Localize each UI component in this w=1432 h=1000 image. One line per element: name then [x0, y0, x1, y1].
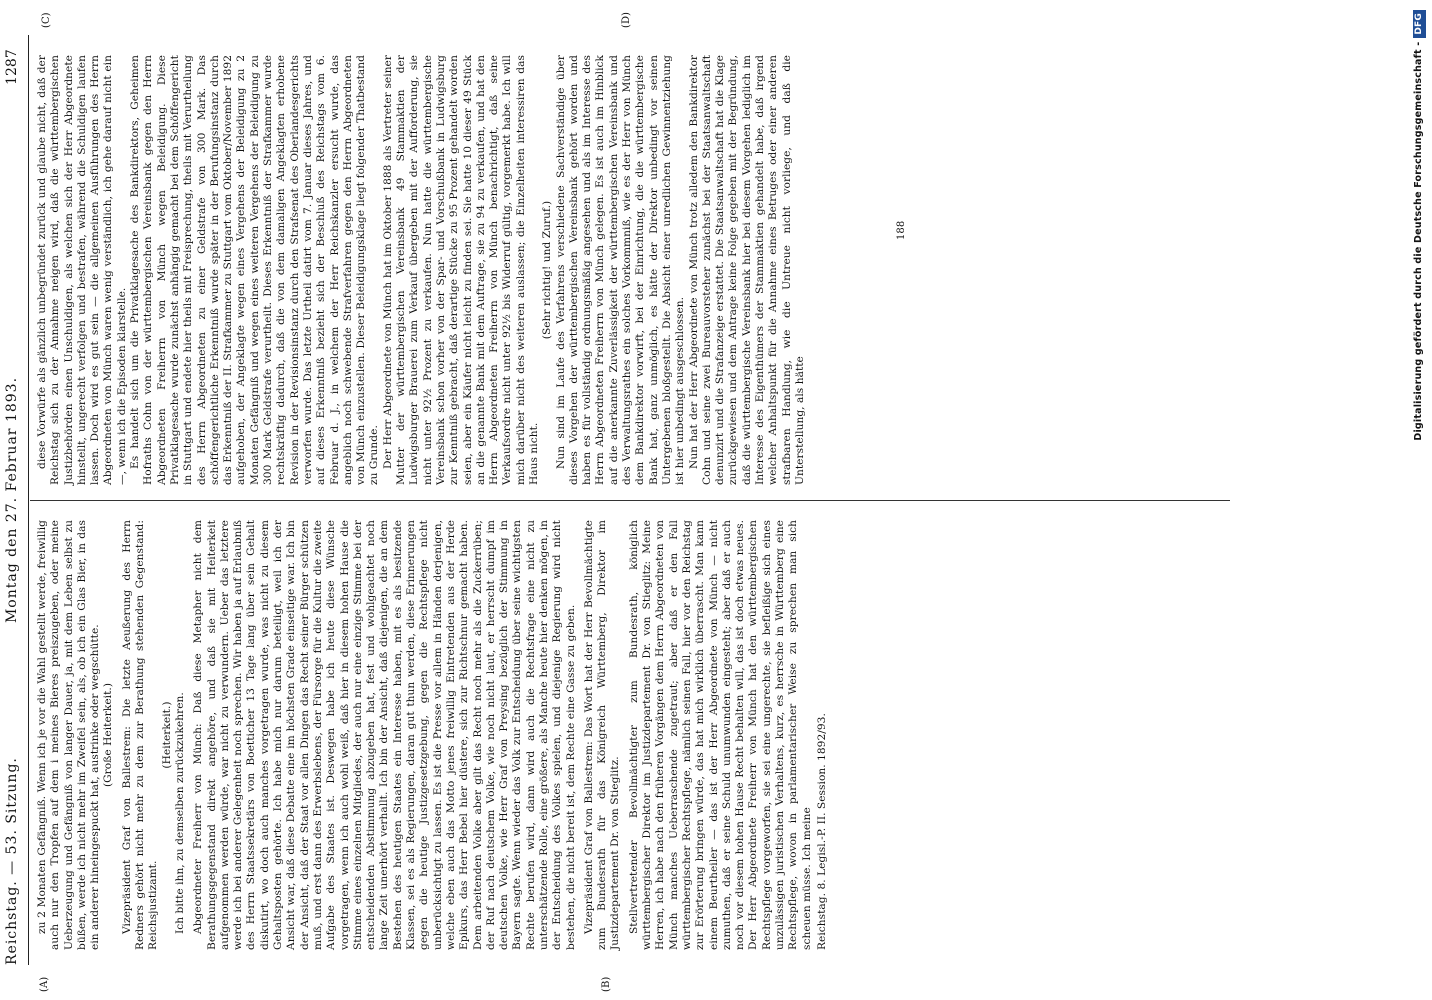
header-rule: [28, 35, 29, 965]
paragraph: Nun hat der Herr Abgeordnete von Münch trotz alledem den Bankdirektor Cohn und seine zwei Bureauvorsteher zunächst bei der Staatsanwaltschaft denunzirt und die Strafanzeige erstattet. Die Staatsanwaltschaft hat die Klage zurückgewiesen und dem Antrage keine Folge gegeben mit der Begründung, daß die württembergische Vereinsbank hier bei diesem Vorgehen lediglich im Interesse des Eigenthümers der Stammaktien gehandelt habe, daß irgend welcher Anhaltspunkt für die Annahme eines Betruges oder einer anderen strafbaren Handlung, wie die Untreue nicht vorliege, und daß die Unterstellung, als hätte: [687, 55, 806, 485]
column-footer-left: Reichstag. 8. Legisl.-P. II. Session. 1892/93.: [815, 713, 828, 950]
paragraph: Nun sind im Laufe des Verfahrens verschiedene Sachverständige über dieses Vorgehen der württembergischen Vereinsbank gehört worden und haben es für vollständig ordnungsmäßig angesehen und als im Interesse des Herrn Abgeordneten Freiherrn von Münch gelegen. Es ist auch im Hinblick auf die anerkannte Zuverlässigkeit der württembergischen Vereinsbank und des Verwaltungsrathes ein solches Vorkommniß, wie es der Herr von Münch dem Bankdirektor vorwirft, bei der Einrichtung, die die württembergische Bank hat, ganz unmöglich, es hätte der Direktor unbedingt vor seinen Untergebenen bloßgestellt. Die Absicht einer unredlichen Gewinnentziehung ist hier unbedingt ausgeschlossen.: [554, 55, 687, 485]
paragraph: Vizepräsident Graf von Ballestrem: Das Wort hat der Herr Bevollmächtigte zum Bundesrath für das Königreich Württemberg, Direktor im Justizdepartement Dr. von Stieglitz.: [582, 520, 622, 950]
margin-marker-c: (C): [41, 12, 52, 28]
interjection: (Heiterkeit.): [160, 701, 173, 769]
margin-marker-d: (D): [621, 12, 632, 28]
page-header-left: Reichstag. — 53. Sitzung.: [4, 757, 20, 965]
dfg-logo: DFG: [1413, 10, 1426, 38]
page-header-date: Montag den 27. Februar 1893.: [4, 376, 20, 624]
margin-marker-a: (A): [39, 976, 50, 992]
paragraph: Ich bitte ihn, zu demselben zurückzukehren.: [173, 692, 186, 934]
paragraph: Es handelt sich um die Privatklagesache des Bankdirektors, Geheimen Hofraths Cohn von der württembergischen Vereinsbank gegen den Herrn Abgeordneten Freiherrn von Münch wegen Beleidigung. Diese Privatklagesache wurde zunächst anhängig gemacht bei dem Schöffengericht in Stuttgart und endete hier theils mit Freisprechung, theils mit Verurtheilung des Herrn Abgeordneten zu einer Geldstrafe von 300 Mark. Das schöffengerichtliche Erkenntniß wurde später in der Berufungsinstanz durch das Erkenntniß der II. Strafkammer zu Stuttgart vom Oktober/November 1892 aufgehoben, der Angeklagte wegen eines Vergehens der Beleidigung zu 2 Monaten Gefängniß und wegen eines weiteren Vergehens der Beleidigung zu 300 Mark Geldstrafe verurtheilt. Dieses Erkenntniß der Strafkammer wurde rechtskräftig dadurch, daß die von dem damaligen Angeklagten erhobene Revision in der Revisionsinstanz durch den Strafsenat des Oberlandesgerichts verworfen wurde. Das letzte Urtheil datirt vom 7. Januar dieses Jahres, und auf dieses Erkenntniß bezieht sich der Beschluß des Reichstags vom 6. Februar d. J., in welchem der Herr Reichskanzler ersucht wurde, das angeblich noch schwebende Strafverfahren gegen den Herrn Abgeordneten von Münch einzustellen. Dieser Beleidigungsklage liegt folgender Thatbestand zu Grunde.: [129, 55, 381, 485]
interjection: (Große Heiterkeit.): [102, 682, 115, 788]
credit-text: Digitalisierung gefördert durch die Deutsche Forschungsgemeinschaft -: [1413, 41, 1424, 441]
interjection: (Sehr richtig! und Zuruf.): [541, 200, 554, 340]
paragraph: diese Vorwürfe als gänzlich unbegründet zurück und glaube nicht, daß der Reichstag sich zu der Annahme neigen wird, daß die württembergischen Justizbehörden einen Unschuldigen, als welchen sich der Herr Abgeordnete hinstellt, ungerecht verfolgen und bestrafen, während die Schuldigen laufen lassen. Doch wird es gut sein — die allgemeinen Ausführungen des Herrn Abgeordneten von Münch waren wenig verständlich, ich gehe darauf nicht ein —, wenn ich die Episoden klarstelle.: [36, 55, 128, 485]
margin-marker-b: (B): [601, 976, 612, 992]
paragraph: Vizepräsident Graf von Ballestrem: Die letzte Aeußerung des Herrn Redners gehört nicht mehr zu dem zur Berathung stehenden Gegenstand: Reichsjustizamt.: [120, 520, 160, 950]
paragraph: zu 2 Monaten Gefängniß. Wenn ich je vor die Wahl gestellt werde, freiwillig auch nur den Tropfen auf dem i meines Bieres preiszugeben, oder meine Ueberzeugung und Gefängniß von langer Dauer, ja, mit dem Leben selbst zu büßen, werde ich nicht mehr im Zweifel sein, als, ob ich ein Glas Bier, in das ein anderer hineingespuckt hat, austrinke oder wegschütte.: [36, 520, 102, 950]
page-number: 1287: [4, 49, 20, 85]
left-column: [36, 520, 829, 950]
paragraph: Abgeordneter Freiherr von Münch: Daß diese Metapher nicht dem Berathungsgegenstand direkt angehöre, und daß sie mit Heiterkeit aufgenommen werden würde, war nicht zu verwundern. Ueber das letztere werde ich bei anderer Gelegenheit noch sprechen. Wir haben ja auf Erlaubniß des Herrn Staatssekretärs von Boetticher 13 Tage lang über sein Gehalt diskutirt, wo doch auch manches vorgetragen wurde, was nicht zu diesem Gehaltsposten gehörte. Ich habe mich nur darum beteiligt, weil ich der Ansicht war, daß diese Debatte eine im höchsten Grade einseitige war. Ich bin der Ansicht, daß der Staat vor allen Dingen das Recht seiner Bürger schützen muß, und erst dann des Erwerbslebens, der Fürsorge für die Kultur die zweite Aufgabe des Staates ist. Deswegen habe ich heute diese Wünsche vorgetragen, wenn ich auch wohl weiß, daß hier in diesem hohen Hause die Stimme eines einzelnen Mitgliedes, der auch nur eine einzige Stimme bei der entscheidenden Abstimmung abzugeben hat, fest und wohlgeachtet noch lange Zeit unerhört verhallt. Ich bin der Ansicht, daß diejenigen, die an dem Bestehen des heutigen Staates ein Interesse haben, mit es als besitzende Klassen, sei es als Regierungen, daran gut thun werden, diese Erinnerungen gegen die heutige Justizgesetzgebung, gegen die Rechtspflege nicht unberücksichtigt zu lassen. Es ist die Presse vor allem in Händen derjenigen, welche eben auch das Motto jenes freiwillig Eintretenden aus der Herde Epikurs, das Herr Bebel hier düstere, sich zur Richtschnur gemacht haben. Dem arbeitenden Volke aber gilt das Recht noch mehr als die Zuckerrüben; der Ruf nach deutschem Volke, wie noch nicht laut, er herrscht dumpf im deutschen Volke, wie Herr Graf von Preysing bezüglich der Stimmung in Bayern sagte. Wenn wieder das Volk zur Entscheidung über seine wichtigsten Rechte berufen wird, dann wird auch die Rechtsfrage eine nicht zu unterschätzende Rolle, eine größere, als Manche heute hier denken mögen, in der Entscheidung des Volkes spielen, und diejenige Regierung wird nicht bestehen, die nicht bereit ist, dem Rechte eine Gasse zu geben.: [192, 520, 577, 950]
column-footer-right: 188: [896, 220, 907, 240]
paragraph: Der Herr Abgeordnete von Münch hat im Oktober 1888 als Vertreter seiner Mutter der württembergischen Vereinsbank 49 Stammaktien der Ludwigsburger Brauerei zum Verkauf übergeben mit der Aufforderung, sie nicht unter 92½ Prozent zu verkaufen. Nun hatte die württembergische Vereinsbank schon vorher von der Spar- und Vorschußbank in Ludwigsburg zur Kenntniß gebracht, daß derartige Stücke zu 95 Prozent gehandelt worden seien, aber ein Käufer nicht leicht zu finden sei. Sie hatte 10 dieser 49 Stück an die genannte Bank mit dem Auftrage, sie zu 94 zu verkaufen, und hat den Herrn Abgeordneten Freiherrn von Münch benachrichtigt, daß seine Verkaufsordre nicht unter 92½ bis Widerruf gültig, vorgemerkt habe. Ich will mich darüber nicht des weiteren auslassen; die Einzelheiten interessiren das Haus nicht.: [381, 55, 540, 485]
digitization-credit: [1412, 10, 1426, 530]
column-divider: [30, 500, 1230, 501]
paragraph: Stellvertretender Bevollmächtigter zum Bundesrath, königlich württembergischer Direktor im Justizdepartement Dr. von Stieglitz: Meine Herren, ich habe nach den früheren Vorgängen dem Herrn Abgeordneten von Münch manches Ueberraschende zugetraut; aber daß er den Fall württembergischer Rechtspflege, nämlich seinen Fall, hier vor den Reichstag zur Erörterung bringen würde, das hat mich wirklich überrascht. Man kann einem Beurtheiler — das ist der Herr Abgeordnete von Münch — nicht zumuthen, daß er seine Schuld unumwunden eingesteht; aber daß er auch noch vor diesem hohen Hause Recht behalten will, das ist doch etwas neues. Der Herr Abgeordnete Freiherr von Münch hat den württembergischen Rechtspflege vorgeworfen, sie sei eine ungerechte, sie befleißige sich eines unzulässigen juristischen Verhaltens, kurz, es herrsche in Württemberg eine Rechtspflege, wovon in parlamentarischer Weise zu sprechen man sich scheuen müsse. Ich meine: [627, 520, 813, 950]
right-column: [36, 55, 807, 485]
